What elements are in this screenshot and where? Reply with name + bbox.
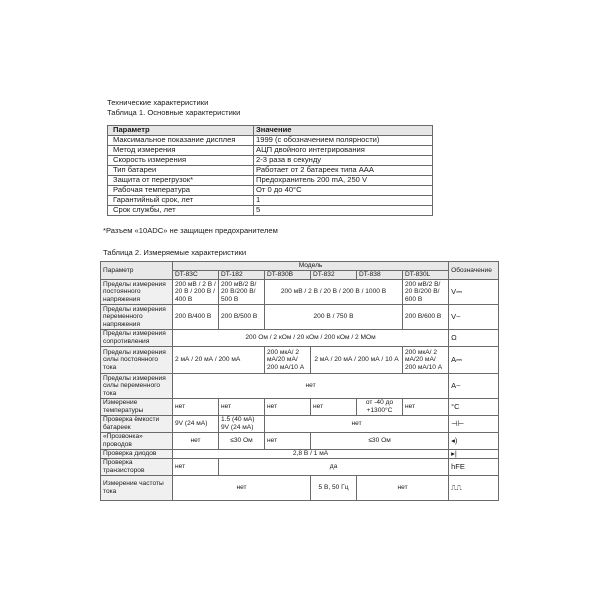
value-cell: 200 мкА/ 2 мА/20 мА/ 200 мА/10 А <box>265 347 311 374</box>
value-cell: нет <box>173 476 311 501</box>
table-header-row <box>108 126 433 136</box>
value-cell: нет <box>173 433 219 450</box>
table-row <box>108 136 433 146</box>
param-cell: Срок службы, лет <box>108 206 254 216</box>
value-cell: 200 мВ / 2 В / 20 В / 200 В / 1000 В <box>265 280 403 305</box>
value-cell: 2-3 раза в секунду <box>254 156 433 166</box>
value-cell: 5 В, 50 Гц <box>311 476 357 501</box>
value-cell: 200 В / 750 В <box>265 305 403 330</box>
param-cell: Скорость измерения <box>108 156 254 166</box>
table-row <box>108 156 433 166</box>
diode-symbol-icon: ▸| <box>449 450 499 459</box>
model-header: Модель <box>173 262 449 271</box>
value-cell: 200 мВ/2 В/ 20 В/200 В/ 500 В <box>219 280 265 305</box>
value-cell: ≤30 Ом <box>219 433 265 450</box>
hfe-symbol-icon: hFE <box>449 459 499 476</box>
temperature-symbol-icon: °С <box>449 399 499 416</box>
header-cell: Значение <box>254 126 433 136</box>
table-row <box>101 305 499 330</box>
param-cell: Пределы измерения сопротивления <box>101 330 173 347</box>
model-cell: DT-832 <box>311 271 357 280</box>
value-cell: нет <box>173 459 219 476</box>
param-cell: Пределы измерения переменного напряжения <box>101 305 173 330</box>
value-cell: нет <box>403 399 449 416</box>
value-cell: 2 мА / 20 мА / 200 мА / 10 А <box>311 347 403 374</box>
ac-voltage-symbol-icon: V~ <box>449 305 499 330</box>
table-row <box>108 166 433 176</box>
table-row <box>101 330 499 347</box>
value-cell: 200 мкА/ 2 мА/20 мА/ 200 мА/10 А <box>403 347 449 374</box>
value-cell: АЦП двойного интегрирования <box>254 146 433 156</box>
param-header: Параметр <box>101 262 173 280</box>
param-cell: Тип батареи <box>108 166 254 176</box>
value-cell: 9V (24 мА) <box>173 416 219 433</box>
param-cell: Защита от перегрузок* <box>108 176 254 186</box>
table-row <box>101 399 499 416</box>
measured-characteristics-table <box>100 261 499 501</box>
table-row <box>101 416 499 433</box>
table-row <box>101 433 499 450</box>
frequency-symbol-icon: ⎍⎍ <box>449 476 499 501</box>
value-cell: От 0 до 40°С <box>254 186 433 196</box>
value-cell: 200 мВ / 2 В / 20 В / 200 В / 400 В <box>173 280 219 305</box>
dc-voltage-symbol-icon: V⎓ <box>449 280 499 305</box>
value-cell: 1999 (с обозначением полярности) <box>254 136 433 146</box>
value-cell: нет <box>219 399 265 416</box>
model-cell: DT-838 <box>357 271 403 280</box>
ac-current-symbol-icon: A~ <box>449 374 499 399</box>
value-cell: да <box>219 459 449 476</box>
param-cell: Измерение частоты тока <box>101 476 173 501</box>
model-cell: DT-830L <box>403 271 449 280</box>
table1-caption: Таблица 1. Основные характеристики <box>107 108 241 117</box>
value-cell: 2 мА / 20 мА / 200 мА <box>173 347 265 374</box>
value-cell: нет <box>265 433 311 450</box>
value-cell: нет <box>173 399 219 416</box>
param-cell: Пределы измерения силы переменного тока <box>101 374 173 399</box>
param-cell: Максимальное показание дисплея <box>108 136 254 146</box>
table-row <box>101 280 499 305</box>
table-row <box>108 146 433 156</box>
battery-symbol-icon: ⊣⊢ <box>449 416 499 433</box>
param-cell: Метод измерения <box>108 146 254 156</box>
value-cell: нет <box>265 399 311 416</box>
param-cell: Пределы измерения постоянного напряжения <box>101 280 173 305</box>
table-row <box>101 347 499 374</box>
model-cell: DT-83C <box>173 271 219 280</box>
value-cell: ≤30 Ом <box>311 433 449 450</box>
footnote: *Разъем «10ADC» не защищен предохранителем <box>103 226 278 235</box>
ohm-symbol-icon: Ω <box>449 330 499 347</box>
value-cell: нет <box>173 374 449 399</box>
value-cell: 1.5 (40 мА) 9V (24 мА) <box>219 416 265 433</box>
header-cell: Параметр <box>108 126 254 136</box>
value-cell: нет <box>357 476 449 501</box>
symbol-header: Обозначение <box>449 262 499 280</box>
value-cell: 1 <box>254 196 433 206</box>
table-row <box>101 374 499 399</box>
dc-current-symbol-icon: A⎓ <box>449 347 499 374</box>
table-row <box>108 206 433 216</box>
table-row <box>108 176 433 186</box>
value-cell: 200 Ом / 2 кОм / 20 кОм / 200 кОм / 2 МОм <box>173 330 449 347</box>
table-row <box>108 196 433 206</box>
param-cell: Пределы измерения силы постоянного тока <box>101 347 173 374</box>
value-cell: 200 В/500 В <box>219 305 265 330</box>
continuity-buzzer-icon: ◂) <box>449 433 499 450</box>
model-cell: DT-830B <box>265 271 311 280</box>
param-cell: Гарантийный срок, лет <box>108 196 254 206</box>
param-cell: Измерение температуры <box>101 399 173 416</box>
value-cell: от -40 до +1300°С <box>357 399 403 416</box>
value-cell: 2,8 В / 1 мА <box>173 450 449 459</box>
table2-caption: Таблица 2. Измеряемые характеристики <box>103 248 247 257</box>
param-cell: Проверка транзисторов <box>101 459 173 476</box>
value-cell: 200 мВ/2 В/ 20 В/200 В/ 600 В <box>403 280 449 305</box>
table-row <box>101 476 499 501</box>
param-cell: «Прозвонка» проводов <box>101 433 173 450</box>
value-cell: 5 <box>254 206 433 216</box>
table-row <box>101 450 499 459</box>
main-characteristics-table <box>107 125 433 216</box>
value-cell: нет <box>265 416 449 433</box>
value-cell: Предохранитель 200 mA, 250 V <box>254 176 433 186</box>
param-cell: Проверка ёмкости батареек <box>101 416 173 433</box>
table-header-row <box>101 262 499 271</box>
table-row <box>101 459 499 476</box>
param-cell: Проверка диодов <box>101 450 173 459</box>
value-cell: 200 В/600 В <box>403 305 449 330</box>
section-title: Технические характеристики <box>107 98 209 107</box>
model-cell: DT-182 <box>219 271 265 280</box>
value-cell: нет <box>311 399 357 416</box>
value-cell: Работает от 2 батареек типа AAA <box>254 166 433 176</box>
value-cell: 200 В/400 В <box>173 305 219 330</box>
table-row <box>108 186 433 196</box>
param-cell: Рабочая температура <box>108 186 254 196</box>
